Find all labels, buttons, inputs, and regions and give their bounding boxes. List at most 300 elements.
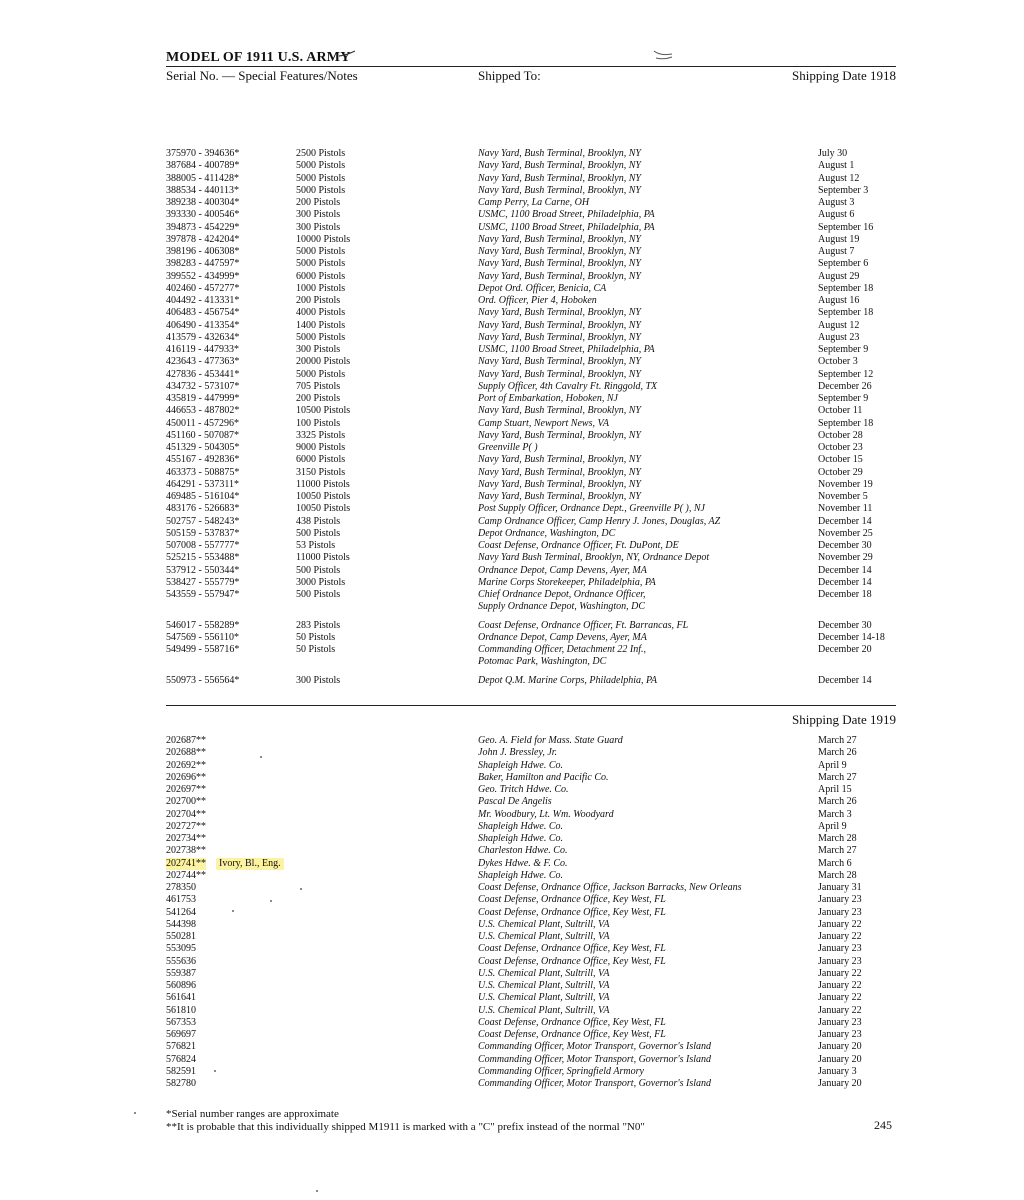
serial-cell: 389238 - 400304* bbox=[166, 197, 240, 208]
destination-cell: Navy Yard, Bush Terminal, Brooklyn, NY bbox=[478, 491, 641, 502]
destination-cell: USMC, 1100 Broad Street, Philadelphia, PA bbox=[478, 209, 655, 221]
destination-cell: Commanding Officer, Detachment 22 Inf., Potomac Park, Washington, DC bbox=[478, 644, 647, 668]
destination-cell: Camp Perry, La Carne, OH bbox=[478, 197, 590, 208]
destination-cell: Navy Yard, Bush Terminal, Brooklyn, NY bbox=[478, 307, 641, 319]
serial-cell: 560896 bbox=[166, 980, 196, 991]
quantity-cell: 300 Pistols bbox=[296, 344, 341, 355]
date-cell: January 22 bbox=[818, 931, 862, 942]
destination-cell: Coast Defense, Ordnance Office, Key West, FL bbox=[478, 955, 666, 967]
shipment-row-1919 bbox=[0, 894, 1024, 906]
destination-cell: Coast Defense, Ordnance Office, Key West, FL bbox=[478, 906, 666, 918]
date-cell: January 3 bbox=[818, 1065, 857, 1077]
shipment-row-1918 bbox=[0, 185, 1024, 197]
quantity-cell: 705 Pistols bbox=[296, 380, 341, 392]
serial-cell: 202734** bbox=[166, 833, 206, 844]
shipment-row-1918 bbox=[0, 405, 1024, 417]
shipment-row-1919 bbox=[0, 968, 1024, 980]
destination-cell: Coast Defense, Ordnance Office, Key West, FL bbox=[478, 894, 666, 906]
serial-cell: 546017 - 558289* bbox=[166, 619, 240, 631]
serial-cell: 387684 - 400789* bbox=[166, 160, 240, 172]
scan-speck bbox=[316, 1190, 318, 1192]
serial-cell: 576821 bbox=[166, 1041, 196, 1053]
destination-cell: Geo. Tritch Hdwe. Co. bbox=[478, 784, 569, 795]
serial-cell: 202692** bbox=[166, 759, 206, 771]
destination-cell: Navy Yard, Bush Terminal, Brooklyn, NY bbox=[478, 478, 641, 490]
shipments-1919-table bbox=[0, 735, 1024, 1090]
header-rule bbox=[166, 66, 896, 67]
serial-cell: 561810 bbox=[166, 1004, 196, 1016]
destination-cell: U.S. Chemical Plant, Sultrill, VA bbox=[478, 1004, 610, 1016]
date-cell: September 18 bbox=[818, 282, 874, 294]
serial-cell: 375970 - 394636* bbox=[166, 148, 240, 159]
shipment-row-1919 bbox=[0, 1078, 1024, 1090]
shipment-row-1918 bbox=[0, 332, 1024, 344]
destination-cell: Navy Yard, Bush Terminal, Brooklyn, NY bbox=[478, 319, 641, 331]
date-cell: August 29 bbox=[818, 270, 860, 282]
footnote-approximate: *Serial number ranges are approximate bbox=[166, 1108, 339, 1120]
quantity-cell: 438 Pistols bbox=[296, 515, 341, 527]
destination-cell: Depot Ordnance, Washington, DC bbox=[478, 527, 616, 539]
quantity-cell: 4000 Pistols bbox=[296, 307, 346, 319]
destination-cell: Navy Yard Bush Terminal, Brooklyn, NY, Ordnance Depot bbox=[478, 552, 710, 564]
scan-speck bbox=[134, 1112, 136, 1114]
quantity-cell: 5000 Pistols bbox=[296, 246, 346, 257]
shipment-row-1919 bbox=[0, 1017, 1024, 1029]
quantity-cell: 5000 Pistols bbox=[296, 172, 346, 184]
footnote-c-prefix: **It is probable that this individually shipped M1911 is marked with a "C" prefix instead of the normal "N0" bbox=[166, 1121, 645, 1133]
serial-cell: 561641 bbox=[166, 992, 196, 1004]
serial-cell: 559387 bbox=[166, 967, 196, 979]
destination-cell: Navy Yard, Bush Terminal, Brooklyn, NY bbox=[478, 258, 641, 270]
scan-speck bbox=[300, 888, 302, 890]
destination-cell: Commanding Officer, Motor Transport, Governor's Island bbox=[478, 1053, 711, 1065]
serial-cell: 434732 - 573107* bbox=[166, 380, 240, 392]
date-cell: March 28 bbox=[818, 869, 857, 881]
date-cell: January 22 bbox=[818, 1004, 862, 1016]
destination-cell: Coast Defense, Ordnance Officer, Ft. DuPont, DE bbox=[478, 540, 679, 551]
serial-cell: 582591 bbox=[166, 1065, 196, 1077]
serial-cell: 541264 bbox=[166, 906, 196, 918]
date-cell: July 30 bbox=[818, 148, 848, 159]
serial-cell: 525215 - 553488* bbox=[166, 552, 240, 564]
destination-cell: Coast Defense, Ordnance Officer, Ft. Barrancas, FL bbox=[478, 619, 689, 631]
destination-cell: Commanding Officer, Motor Transport, Governor's Island bbox=[478, 1041, 711, 1053]
serial-cell: 398283 - 447597* bbox=[166, 258, 240, 270]
date-cell: December 20 bbox=[818, 644, 872, 655]
date-cell: January 23 bbox=[818, 943, 862, 955]
destination-cell: Coast Defense, Ordnance Office, Key West, FL bbox=[478, 1029, 666, 1040]
quantity-cell: 2500 Pistols bbox=[296, 148, 346, 159]
special-feature-note: Ivory, Bl., Eng. bbox=[216, 858, 284, 870]
date-cell: March 27 bbox=[818, 845, 857, 857]
shipment-row-1918 bbox=[0, 552, 1024, 564]
destination-cell: Navy Yard, Bush Terminal, Brooklyn, NY bbox=[478, 368, 641, 380]
shipment-row-1918 bbox=[0, 173, 1024, 185]
destination-cell: Camp Ordnance Officer, Camp Henry J. Jones, Douglas, AZ bbox=[478, 515, 721, 527]
quantity-cell: 200 Pistols bbox=[296, 197, 341, 208]
serial-cell: 550281 bbox=[166, 931, 196, 942]
serial-cell: 547569 - 556110* bbox=[166, 631, 239, 643]
date-cell: January 23 bbox=[818, 955, 862, 967]
shipment-row-1918 bbox=[0, 234, 1024, 246]
serial-cell: 555636 bbox=[166, 955, 196, 967]
serial-cell: 435819 - 447999* bbox=[166, 393, 240, 404]
shipment-row-1918 bbox=[0, 442, 1024, 454]
serial-cell: 446653 - 487802* bbox=[166, 405, 240, 417]
date-cell: January 20 bbox=[818, 1053, 862, 1065]
page-title: MODEL OF 1911 U.S. ARMY bbox=[166, 50, 351, 65]
destination-cell: U.S. Chemical Plant, Sultrill, VA bbox=[478, 980, 610, 991]
quantity-cell: 10050 Pistols bbox=[296, 491, 351, 502]
date-cell: November 11 bbox=[818, 503, 873, 515]
date-cell: December 30 bbox=[818, 619, 872, 631]
date-cell: August 12 bbox=[818, 319, 860, 331]
date-cell: March 27 bbox=[818, 771, 857, 783]
serial-cell: 469485 - 516104* bbox=[166, 491, 240, 502]
date-cell: September 9 bbox=[818, 393, 869, 404]
shipment-row-1918 bbox=[0, 589, 1024, 614]
date-cell: April 9 bbox=[818, 820, 847, 832]
serial-cell: 483176 - 526683* bbox=[166, 503, 240, 515]
destination-cell: Shapleigh Hdwe. Co. bbox=[478, 759, 563, 771]
destination-cell: Coast Defense, Ordnance Office, Jackson Barracks, New Orleans bbox=[478, 882, 742, 893]
shipment-row-1919 bbox=[0, 1005, 1024, 1017]
serial-cell: 397878 - 424204* bbox=[166, 233, 240, 245]
date-cell: January 20 bbox=[818, 1078, 862, 1089]
shipment-row-1918 bbox=[0, 418, 1024, 430]
quantity-cell: 5000 Pistols bbox=[296, 184, 346, 196]
date-cell: August 3 bbox=[818, 197, 855, 208]
serial-cell: 502757 - 548243* bbox=[166, 515, 240, 527]
serial-cell: 537912 - 550344* bbox=[166, 564, 240, 576]
shipment-row-1918 bbox=[0, 148, 1024, 160]
date-cell: January 23 bbox=[818, 894, 862, 906]
destination-cell: Shapleigh Hdwe. Co. bbox=[478, 833, 563, 844]
date-cell: January 23 bbox=[818, 1016, 862, 1028]
date-cell: October 29 bbox=[818, 466, 863, 478]
destination-cell: Supply Officer, 4th Cavalry Ft. Ringgold, TX bbox=[478, 380, 658, 392]
date-cell: September 3 bbox=[818, 184, 869, 196]
quantity-cell: 200 Pistols bbox=[296, 295, 341, 306]
date-cell: October 15 bbox=[818, 454, 863, 466]
serial-cell: 544398 bbox=[166, 918, 196, 930]
destination-cell: Navy Yard, Bush Terminal, Brooklyn, NY bbox=[478, 184, 641, 196]
destination-cell: Navy Yard, Bush Terminal, Brooklyn, NY bbox=[478, 454, 641, 466]
destination-cell: Ordnance Depot, Camp Devens, Ayer, MA bbox=[478, 564, 647, 576]
destination-cell: Shapleigh Hdwe. Co. bbox=[478, 869, 563, 881]
date-cell: August 7 bbox=[818, 246, 855, 257]
shipment-row-1919 bbox=[0, 943, 1024, 955]
serial-cell: 463373 - 508875* bbox=[166, 466, 240, 478]
date-cell: September 12 bbox=[818, 368, 874, 380]
date-cell: April 9 bbox=[818, 759, 847, 771]
quantity-cell: 300 Pistols bbox=[296, 209, 341, 221]
serial-cell: 402460 - 457277* bbox=[166, 282, 240, 294]
destination-cell: Commanding Officer, Motor Transport, Governor's Island bbox=[478, 1078, 711, 1089]
quantity-cell: 50 Pistols bbox=[296, 631, 336, 643]
shipment-row-1918 bbox=[0, 320, 1024, 332]
serial-cell: 538427 - 555779* bbox=[166, 576, 240, 588]
destination-cell: Charleston Hdwe. Co. bbox=[478, 845, 568, 857]
shipment-row-1919 bbox=[0, 1066, 1024, 1078]
shipment-row-1919 bbox=[0, 931, 1024, 943]
date-cell: December 14 bbox=[818, 515, 872, 527]
quantity-cell: 3000 Pistols bbox=[296, 576, 346, 588]
quantity-cell: 500 Pistols bbox=[296, 589, 341, 600]
serial-cell: 549499 - 558716* bbox=[166, 644, 240, 655]
destination-cell: U.S. Chemical Plant, Sultrill, VA bbox=[478, 918, 610, 930]
serial-cell: 423643 - 477363* bbox=[166, 356, 240, 368]
shipment-row-1918 bbox=[0, 258, 1024, 270]
scan-speck bbox=[232, 910, 234, 912]
destination-cell: Baker, Hamilton and Pacific Co. bbox=[478, 771, 609, 783]
shipment-row-1919 bbox=[0, 1054, 1024, 1066]
serial-cell: 406490 - 413354* bbox=[166, 319, 240, 331]
serial-cell: 464291 - 537311* bbox=[166, 478, 239, 490]
date-cell: August 6 bbox=[818, 209, 855, 221]
shipment-row-1919 bbox=[0, 980, 1024, 992]
serial-cell: 202704** bbox=[166, 808, 206, 820]
date-cell: December 14 bbox=[818, 576, 872, 588]
shipment-row-1919 bbox=[0, 956, 1024, 968]
destination-cell: Camp Stuart, Newport News, VA bbox=[478, 417, 609, 429]
serial-cell: 202696** bbox=[166, 771, 206, 783]
date-cell: December 30 bbox=[818, 540, 872, 551]
column-header-shipping-date-1919: Shipping Date 1919 bbox=[792, 712, 896, 727]
quantity-cell: 20000 Pistols bbox=[296, 356, 351, 368]
date-cell: January 22 bbox=[818, 992, 862, 1004]
quantity-cell: 5000 Pistols bbox=[296, 160, 346, 172]
quantity-cell: 300 Pistols bbox=[296, 674, 341, 686]
shipment-row-1919 bbox=[0, 858, 1024, 870]
shipment-row-1919 bbox=[0, 760, 1024, 772]
shipment-row-1919 bbox=[0, 772, 1024, 784]
date-cell: January 23 bbox=[818, 906, 862, 918]
date-cell: September 18 bbox=[818, 417, 874, 429]
shipment-row-1918 bbox=[0, 467, 1024, 479]
shipment-row-1918 bbox=[0, 528, 1024, 540]
quantity-cell: 1400 Pistols bbox=[296, 319, 346, 331]
destination-cell: Coast Defense, Ordnance Office, Key West, FL bbox=[478, 1016, 666, 1028]
serial-cell: 413579 - 432634* bbox=[166, 331, 240, 343]
serial-cell: 394873 - 454229* bbox=[166, 221, 240, 233]
date-cell: October 11 bbox=[818, 405, 863, 417]
quantity-cell: 11000 Pistols bbox=[296, 552, 350, 564]
quantity-cell: 283 Pistols bbox=[296, 619, 341, 631]
quantity-cell: 6000 Pistols bbox=[296, 270, 346, 282]
destination-cell: Navy Yard, Bush Terminal, Brooklyn, NY bbox=[478, 466, 641, 478]
shipment-row-1918 bbox=[0, 540, 1024, 552]
shipment-row-1919 bbox=[0, 796, 1024, 808]
column-header-shipped-to: Shipped To: bbox=[478, 68, 541, 83]
date-cell: March 6 bbox=[818, 857, 852, 869]
serial-cell: 582780 bbox=[166, 1078, 196, 1089]
shipment-row-1918 bbox=[0, 644, 1024, 669]
page-number: 245 bbox=[874, 1118, 892, 1132]
date-cell: August 1 bbox=[818, 160, 855, 172]
date-cell: January 23 bbox=[818, 1029, 862, 1040]
destination-cell: Geo. A. Field for Mass. State Guard bbox=[478, 735, 623, 746]
shipment-row-1919 bbox=[0, 809, 1024, 821]
quantity-cell: 500 Pistols bbox=[296, 527, 341, 539]
serial-cell: 567353 bbox=[166, 1016, 196, 1028]
serial-cell: 398196 - 406308* bbox=[166, 246, 240, 257]
shipment-row-1918 bbox=[0, 632, 1024, 644]
quantity-cell: 53 Pistols bbox=[296, 540, 336, 551]
scan-speck bbox=[270, 900, 272, 902]
shipment-row-1919 bbox=[0, 992, 1024, 1004]
shipment-row-1918 bbox=[0, 565, 1024, 577]
date-cell: March 26 bbox=[818, 747, 857, 759]
quantity-cell: 3325 Pistols bbox=[296, 429, 346, 441]
serial-cell: 202697** bbox=[166, 784, 206, 795]
serial-cell: 505159 - 537837* bbox=[166, 527, 240, 539]
shipment-row-1918 bbox=[0, 344, 1024, 356]
scan-speck bbox=[260, 756, 262, 758]
destination-cell: Navy Yard, Bush Terminal, Brooklyn, NY bbox=[478, 405, 641, 417]
destination-cell: Ordnance Depot, Camp Devens, Ayer, MA bbox=[478, 631, 647, 643]
serial-cell: 450011 - 457296* bbox=[166, 417, 239, 429]
serial-cell: 399552 - 434999* bbox=[166, 270, 240, 282]
shipment-row-1918 bbox=[0, 222, 1024, 234]
shipments-1918-table bbox=[0, 148, 1024, 687]
section-rule bbox=[166, 705, 896, 706]
date-cell: September 9 bbox=[818, 344, 869, 355]
quantity-cell: 1000 Pistols bbox=[296, 282, 346, 294]
date-cell: August 23 bbox=[818, 331, 860, 343]
date-cell: October 28 bbox=[818, 429, 863, 441]
shipment-row-1918 bbox=[0, 295, 1024, 307]
quantity-cell: 200 Pistols bbox=[296, 393, 341, 404]
serial-cell: 202687** bbox=[166, 735, 206, 746]
date-cell: December 26 bbox=[818, 380, 872, 392]
shipment-row-1918 bbox=[0, 577, 1024, 589]
quantity-cell: 5000 Pistols bbox=[296, 331, 346, 343]
serial-cell: 202700** bbox=[166, 796, 206, 808]
shipment-row-1919 bbox=[0, 845, 1024, 857]
destination-cell: Depot Q.M. Marine Corps, Philadelphia, PA bbox=[478, 674, 657, 686]
handwritten-dash-mark bbox=[338, 50, 356, 58]
shipment-row-1919 bbox=[0, 833, 1024, 845]
date-cell: March 27 bbox=[818, 735, 857, 746]
date-cell: January 22 bbox=[818, 980, 862, 991]
date-cell: December 14-18 bbox=[818, 631, 885, 643]
date-cell: September 16 bbox=[818, 221, 874, 233]
destination-cell: Post Supply Officer, Ordnance Dept., Greenville P( ), NJ bbox=[478, 503, 705, 515]
shipment-row-1918 bbox=[0, 246, 1024, 258]
date-cell: November 25 bbox=[818, 527, 873, 539]
destination-cell: Shapleigh Hdwe. Co. bbox=[478, 820, 563, 832]
quantity-cell: 300 Pistols bbox=[296, 221, 341, 233]
column-header-serial: Serial No. — Special Features/Notes bbox=[166, 68, 358, 83]
handwritten-check-mark bbox=[652, 48, 674, 62]
destination-cell: USMC, 1100 Broad Street, Philadelphia, PA bbox=[478, 221, 655, 233]
destination-cell: U.S. Chemical Plant, Sultrill, VA bbox=[478, 992, 610, 1004]
shipment-row-1918 bbox=[0, 491, 1024, 503]
serial-cell: 451329 - 504305* bbox=[166, 442, 240, 453]
destination-cell: Navy Yard, Bush Terminal, Brooklyn, NY bbox=[478, 356, 641, 368]
quantity-cell: 3150 Pistols bbox=[296, 466, 346, 478]
serial-cell: 543559 - 557947* bbox=[166, 589, 240, 600]
shipment-row-1918 bbox=[0, 271, 1024, 283]
date-cell: January 20 bbox=[818, 1041, 862, 1053]
destination-cell: U.S. Chemical Plant, Sultrill, VA bbox=[478, 967, 610, 979]
date-cell: March 3 bbox=[818, 808, 852, 820]
serial-cell: 202727** bbox=[166, 820, 206, 832]
destination-cell: Chief Ordnance Depot, Ordnance Officer, Supply Ordnance Depot, Washington, DC bbox=[478, 589, 646, 613]
footnotes bbox=[166, 1108, 645, 1134]
date-cell: November 5 bbox=[818, 491, 868, 502]
shipment-row-1918 bbox=[0, 356, 1024, 368]
quantity-cell: 10050 Pistols bbox=[296, 503, 351, 515]
serial-cell: 576824 bbox=[166, 1053, 196, 1065]
destination-cell: Greenville P( ) bbox=[478, 442, 538, 453]
serial-cell: 455167 - 492836* bbox=[166, 454, 240, 466]
shipment-row-1919 bbox=[0, 747, 1024, 759]
shipment-row-1918 bbox=[0, 209, 1024, 221]
serial-cell: 404492 - 413331* bbox=[166, 295, 240, 306]
quantity-cell: 11000 Pistols bbox=[296, 478, 350, 490]
serial-cell: 550973 - 556564* bbox=[166, 674, 240, 686]
destination-cell: Navy Yard, Bush Terminal, Brooklyn, NY bbox=[478, 172, 641, 184]
date-cell: September 6 bbox=[818, 258, 869, 270]
destination-cell: Dykes Hdwe. & F. Co. bbox=[478, 857, 568, 869]
shipment-row-1918 bbox=[0, 393, 1024, 405]
date-cell: December 18 bbox=[818, 589, 872, 600]
serial-cell: 393330 - 400546* bbox=[166, 209, 240, 221]
destination-cell: Commanding Officer, Springfield Armory bbox=[478, 1065, 644, 1077]
shipment-row-1918 bbox=[0, 503, 1024, 515]
serial-cell: 416119 - 447933* bbox=[166, 344, 239, 355]
date-cell: December 14 bbox=[818, 674, 872, 686]
destination-cell: Navy Yard, Bush Terminal, Brooklyn, NY bbox=[478, 429, 641, 441]
serial-cell: 461753 bbox=[166, 894, 196, 906]
destination-cell: Navy Yard, Bush Terminal, Brooklyn, NY bbox=[478, 233, 641, 245]
destination-cell: Pascal De Angelis bbox=[478, 796, 552, 808]
shipment-row-1918 bbox=[0, 381, 1024, 393]
quantity-cell: 5000 Pistols bbox=[296, 368, 346, 380]
serial-cell: 451160 - 507087* bbox=[166, 429, 239, 441]
serial-cell: 569697 bbox=[166, 1029, 196, 1040]
destination-cell: Mr. Woodbury, Lt. Wm. Woodyard bbox=[478, 808, 614, 820]
serial-cell: 202688** bbox=[166, 747, 206, 759]
serial-cell: 427836 - 453441* bbox=[166, 368, 240, 380]
shipment-row-1918 bbox=[0, 307, 1024, 319]
date-cell: March 26 bbox=[818, 796, 857, 808]
quantity-cell: 5000 Pistols bbox=[296, 258, 346, 270]
shipment-row-1919 bbox=[0, 1029, 1024, 1041]
shipment-row-1919 bbox=[0, 907, 1024, 919]
serial-cell: 202741** bbox=[166, 857, 206, 869]
serial-cell: 202738** bbox=[166, 845, 206, 857]
quantity-cell: 10500 Pistols bbox=[296, 405, 351, 417]
destination-cell: Coast Defense, Ordnance Office, Key West, FL bbox=[478, 943, 666, 955]
destination-cell: USMC, 1100 Broad Street, Philadelphia, PA bbox=[478, 344, 655, 355]
destination-cell: Navy Yard, Bush Terminal, Brooklyn, NY bbox=[478, 270, 641, 282]
quantity-cell: 9000 Pistols bbox=[296, 442, 346, 453]
quantity-cell: 10000 Pistols bbox=[296, 233, 351, 245]
shipment-row-1918 bbox=[0, 197, 1024, 209]
shipment-row-1918 bbox=[0, 516, 1024, 528]
serial-cell: 507008 - 557777* bbox=[166, 540, 240, 551]
quantity-cell: 50 Pistols bbox=[296, 644, 336, 655]
destination-cell: Navy Yard, Bush Terminal, Brooklyn, NY bbox=[478, 160, 641, 172]
shipment-row-1919 bbox=[0, 919, 1024, 931]
shipment-row-1918 bbox=[0, 675, 1024, 687]
destination-cell: John J. Bressley, Jr. bbox=[478, 747, 558, 759]
shipment-row-1918 bbox=[0, 160, 1024, 172]
scan-speck bbox=[214, 1070, 216, 1072]
